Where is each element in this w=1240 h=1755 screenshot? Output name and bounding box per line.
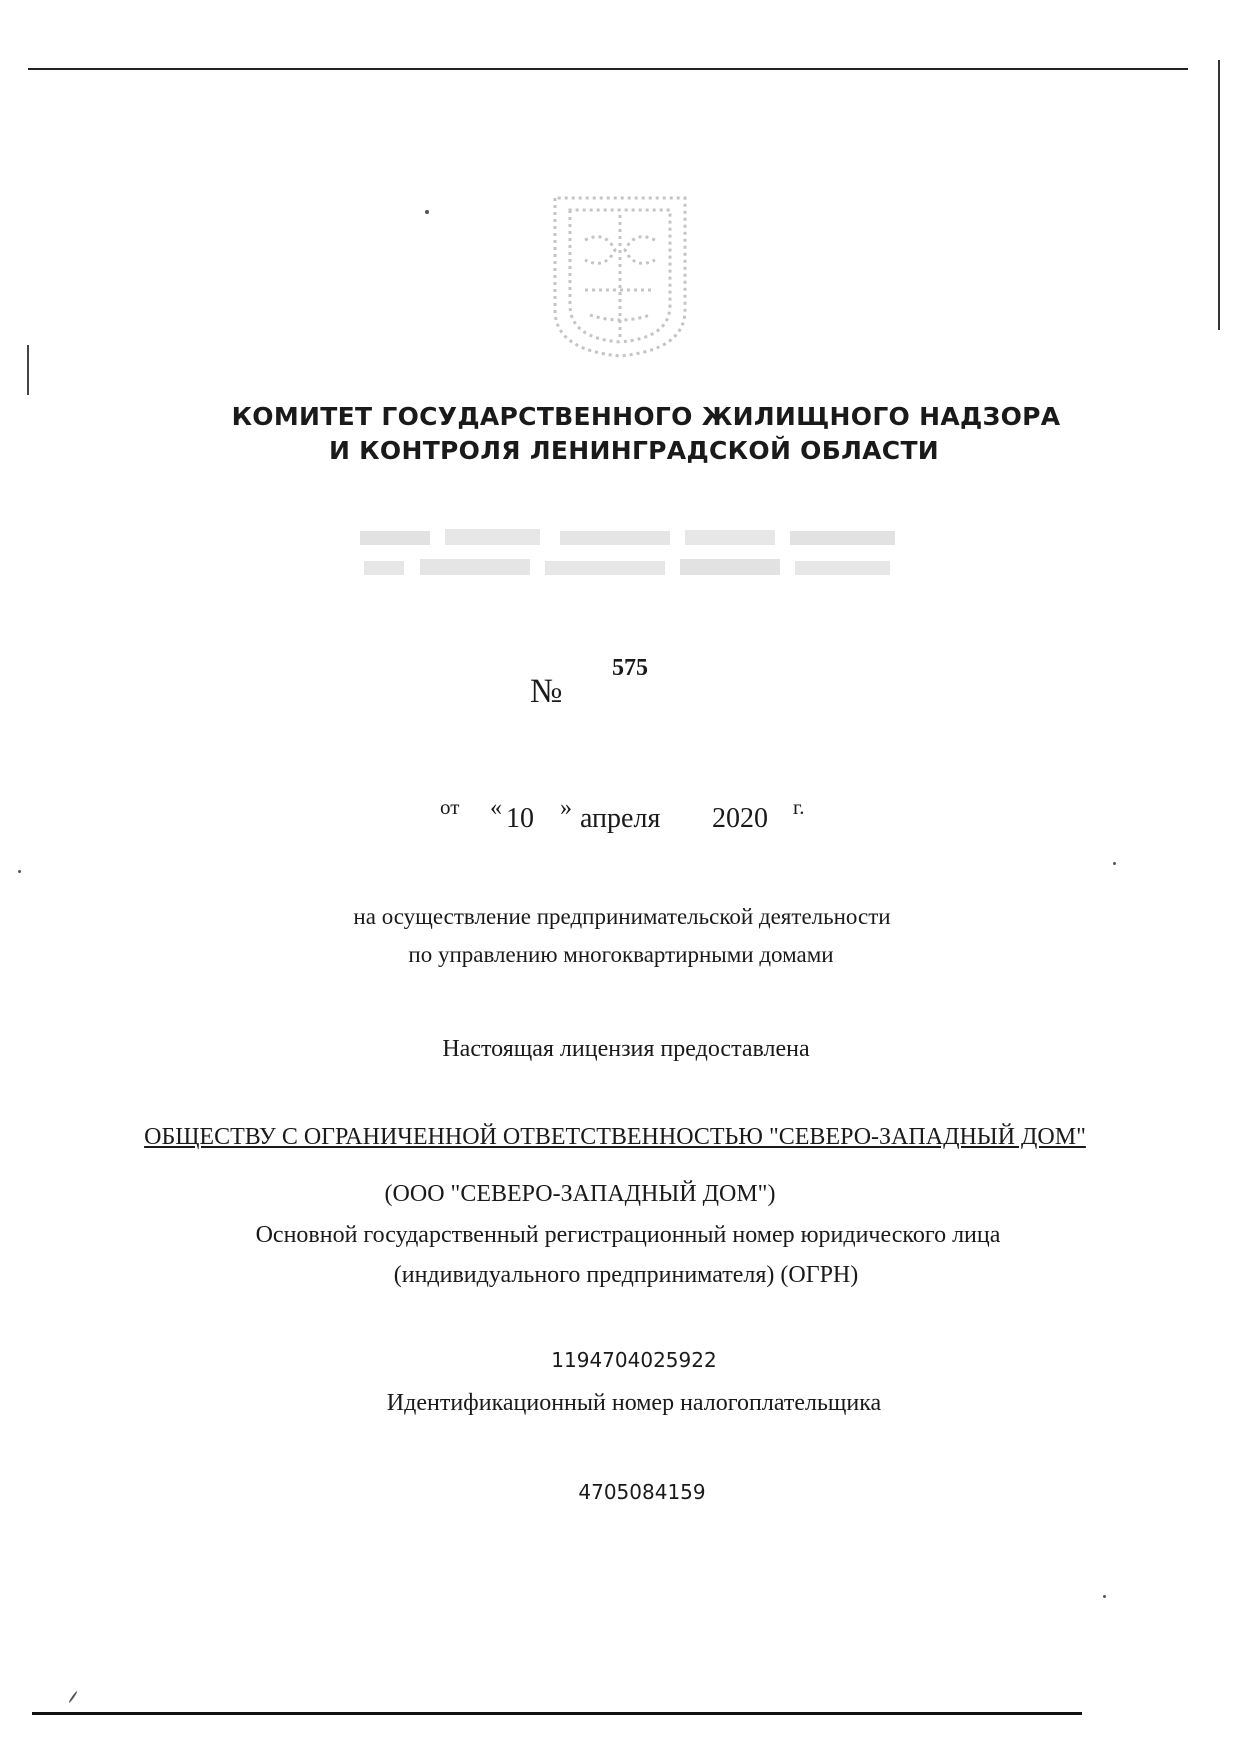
organization-full-name: ОБЩЕСТВУ С ОГРАНИЧЕННОЙ ОТВЕТСТВЕННОСТЬЮ "СЕВЕРО-ЗАПАДНЫЙ ДОМ" — [144, 1124, 1086, 1150]
activity-line1: на осуществление предпринимательской деятельности — [353, 904, 891, 929]
inn-label: Идентификационный номер налогоплательщика — [386, 1390, 882, 1416]
committee-name-line1: КОМИТЕТ ГОСУДАРСТВЕННОГО ЖИЛИЩНОГО НАДЗОРА — [231, 402, 1061, 431]
scan-speck — [1113, 862, 1116, 865]
scan-left-mark — [27, 345, 29, 395]
scan-speck — [1103, 1595, 1106, 1598]
date-close-quote: » — [560, 795, 572, 821]
scan-right-border — [1218, 60, 1220, 330]
scan-speck — [425, 210, 429, 214]
scan-speck — [68, 1691, 78, 1704]
date-month: апреля — [580, 803, 661, 834]
inn-value: 4705084159 — [578, 1480, 706, 1504]
organization-short-name: (ООО "СЕВЕРО-ЗАПАДНЫЙ ДОМ") — [384, 1181, 776, 1207]
ogrn-value: 1194704025922 — [551, 1348, 717, 1372]
scan-bottom-border — [32, 1712, 1082, 1715]
date-suffix: г. — [793, 795, 805, 819]
date-year: 2020 — [712, 803, 768, 834]
number-sign: № — [530, 673, 563, 710]
scan-top-border — [28, 68, 1188, 70]
coat-of-arms-emblem-icon — [545, 190, 695, 360]
license-number: 575 — [612, 655, 648, 681]
faded-stamp-icon — [360, 525, 900, 595]
committee-name-line2: И КОНТРОЛЯ ЛЕНИНГРАДСКОЙ ОБЛАСТИ — [328, 436, 940, 465]
ogrn-label-line1: Основной государственный регистрационный номер юридического лица — [255, 1222, 1001, 1248]
date-open-quote: « — [490, 795, 502, 821]
ogrn-label-line2: (индивидуального предпринимателя) (ОГРН) — [393, 1262, 859, 1288]
activity-line2: по управлению многоквартирными домами — [408, 942, 834, 967]
date-day: 10 — [506, 803, 534, 834]
scan-speck — [18, 870, 21, 873]
activity-description — [0, 898, 1240, 974]
ogrn-label — [0, 1215, 1240, 1295]
granted-text: Настоящая лицензия предоставлена — [442, 1036, 810, 1062]
committee-name — [0, 400, 1240, 468]
date-prefix: от — [440, 795, 460, 819]
